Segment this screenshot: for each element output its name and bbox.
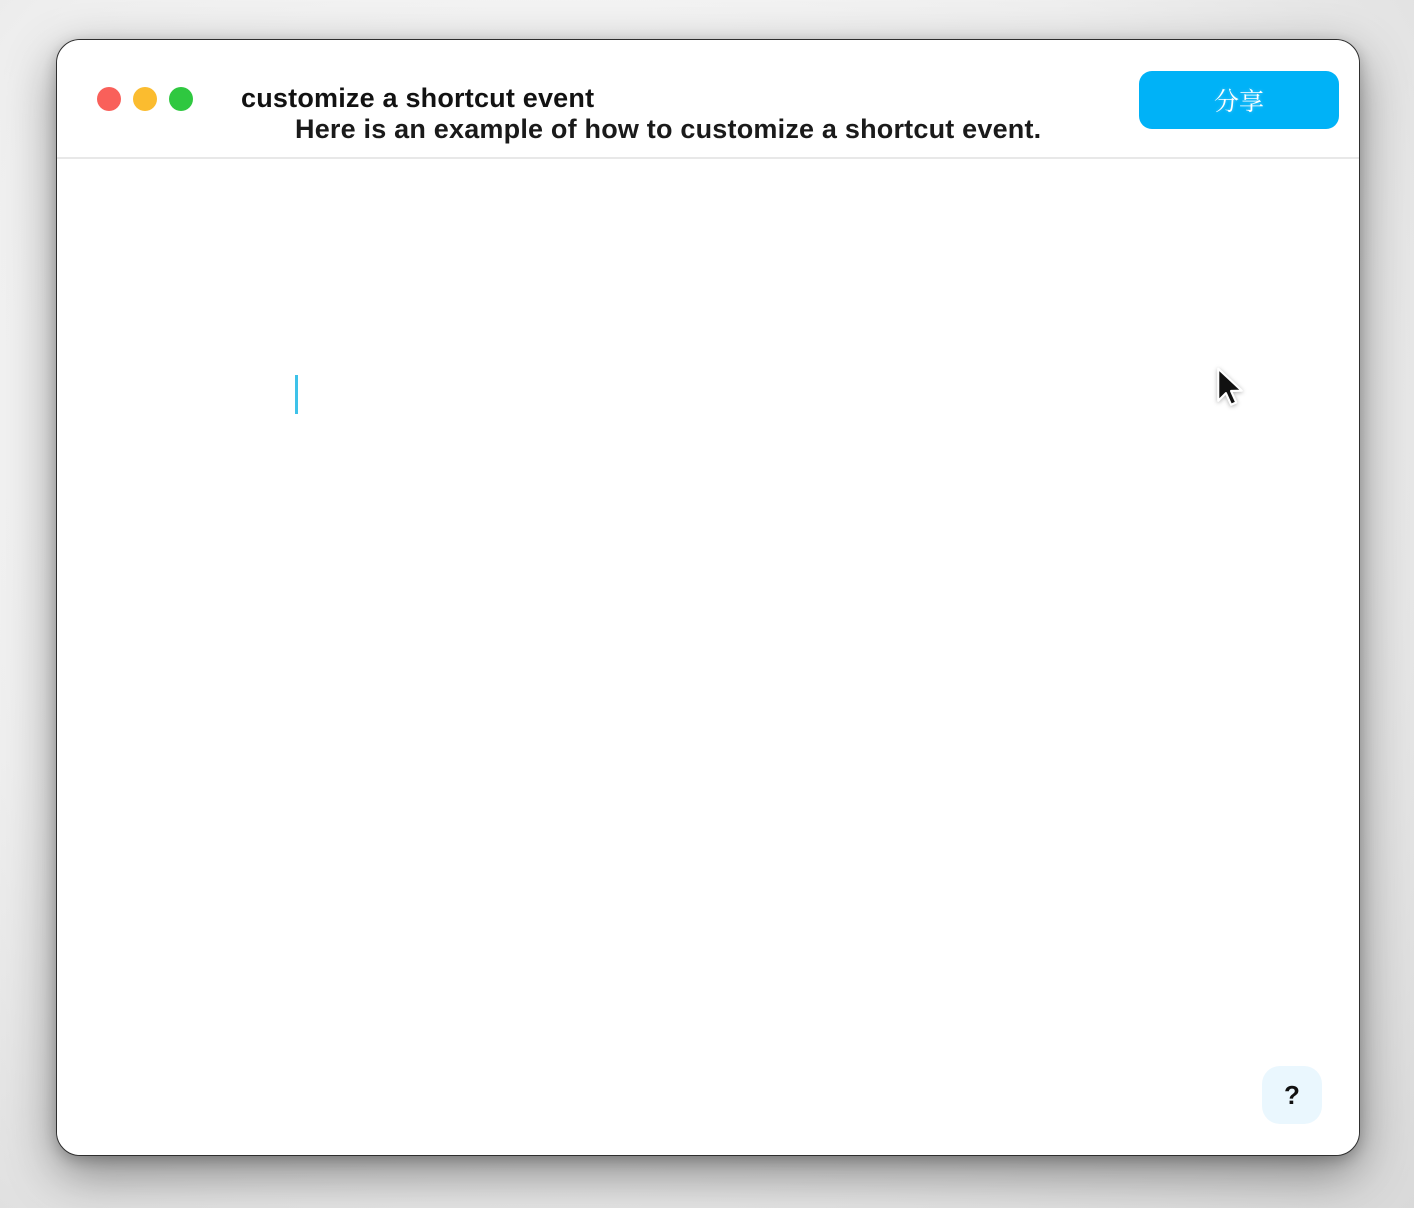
- window-title: customize a shortcut event: [241, 83, 595, 113]
- close-button[interactable]: [97, 87, 121, 111]
- zoom-button[interactable]: [169, 87, 193, 111]
- share-button[interactable]: 分享: [1139, 71, 1339, 129]
- minimize-button[interactable]: [133, 87, 157, 111]
- editor-heading: Here is an example of how to customize a shortcut event.: [295, 114, 1042, 144]
- editor-area[interactable]: [57, 161, 1359, 1155]
- help-button[interactable]: ?: [1262, 1066, 1322, 1124]
- text-caret: [295, 375, 298, 414]
- window-controls: [97, 87, 193, 111]
- app-window: [56, 39, 1360, 1156]
